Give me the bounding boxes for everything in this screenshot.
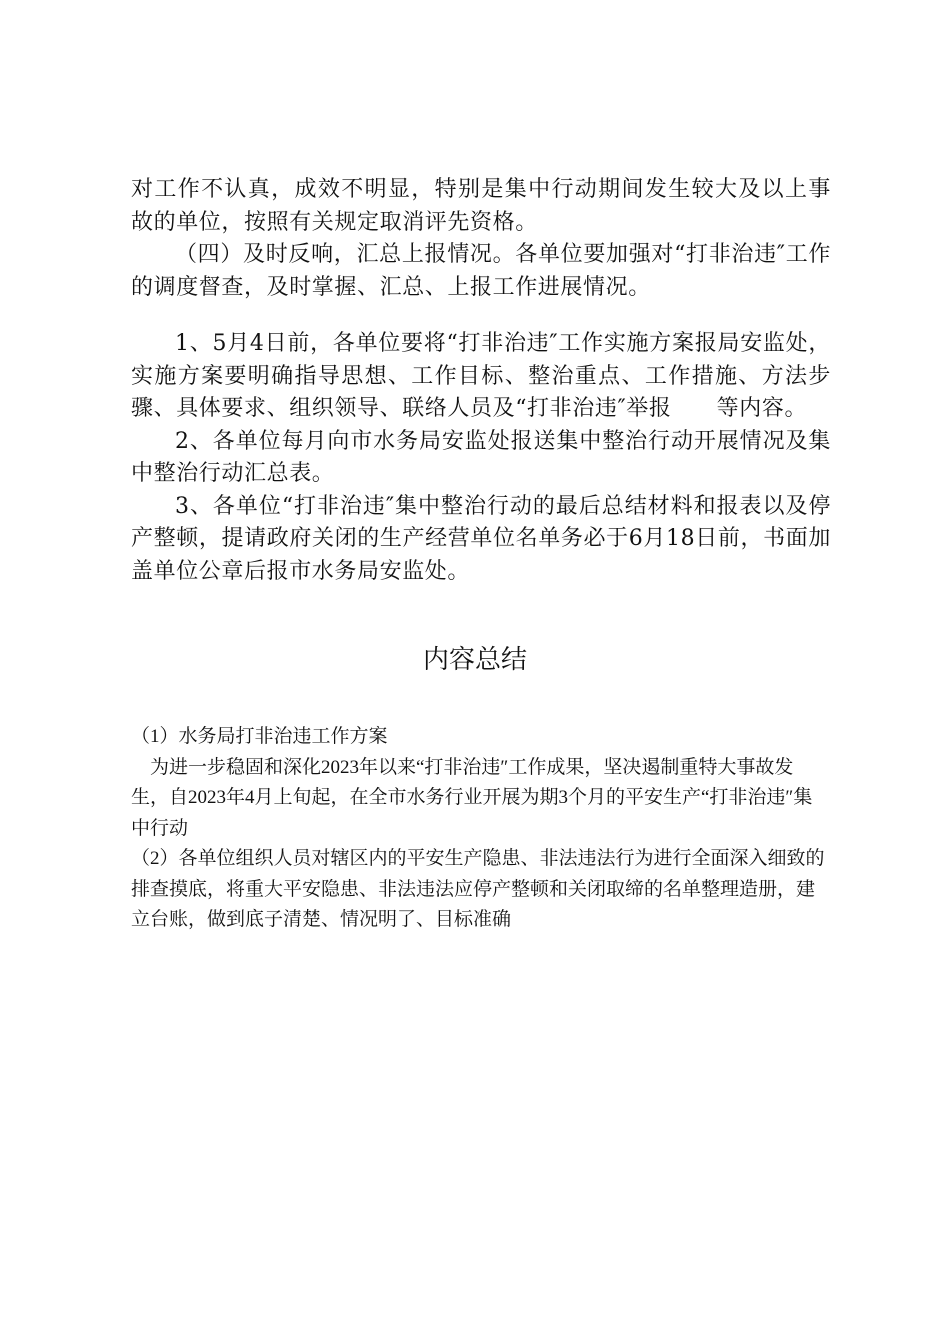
body-paragraph-3: 1、5月4日前，各单位要将“打非治违″工作实施方案报局安监处，实施方案要明确指导思想、工作目标、整治重点、工作措施、方法步骤、具体要求、组织领导、联络人员及“打非治违″举报 等内容。: [131, 331, 831, 421]
summary-paragraph-3: （2）各单位组织人员对辖区内的平安生产隐患、非法违法行为进行全面深入细致的排查摸底，将重大平安隐患、非法违法应停产整顿和关闭取缔的名单整理造册，建立台账，做到底子清楚、情况明了、目标准确: [131, 848, 825, 930]
main-body-text: [131, 174, 831, 588]
summary-title: 内容总结: [422, 645, 527, 674]
paragraph-gap: [131, 304, 831, 328]
body-paragraph-2: （四）及时反响，汇总上报情况。各单位要加强对“打非治违″工作的调度督查，及时掌握、汇总、上报工作进展情况。: [131, 242, 831, 300]
body-paragraph-5: 3、各单位“打非治违″集中整治行动的最后总结材料和报表以及停产整顿，提请政府关闭的生产经营单位名单务必于6月18日前，书面加盖单位公章后报市水务局安监处。: [131, 493, 831, 584]
summary-section: [131, 722, 831, 936]
body-paragraph-1: 对工作不认真，成效不明显，特别是集中行动期间发生较大及以上事故的单位，按照有关规定取消评先资格。: [131, 177, 831, 235]
body-paragraph-4: 2、各单位每月向市水务局安监处报送集中整治行动开展情况及集中整治行动汇总表。: [131, 428, 831, 486]
summary-paragraph-2: 为进一步稳固和深化2023年以来“打非治违″工作成果，坚决遏制重特大事故发生，自2023年4月上旬起，在全市水务行业开展为期3个月的平安生产“打非治违″集中行动: [131, 756, 813, 839]
summary-paragraph-1: （1）水务局打非治违工作方案: [131, 726, 388, 747]
